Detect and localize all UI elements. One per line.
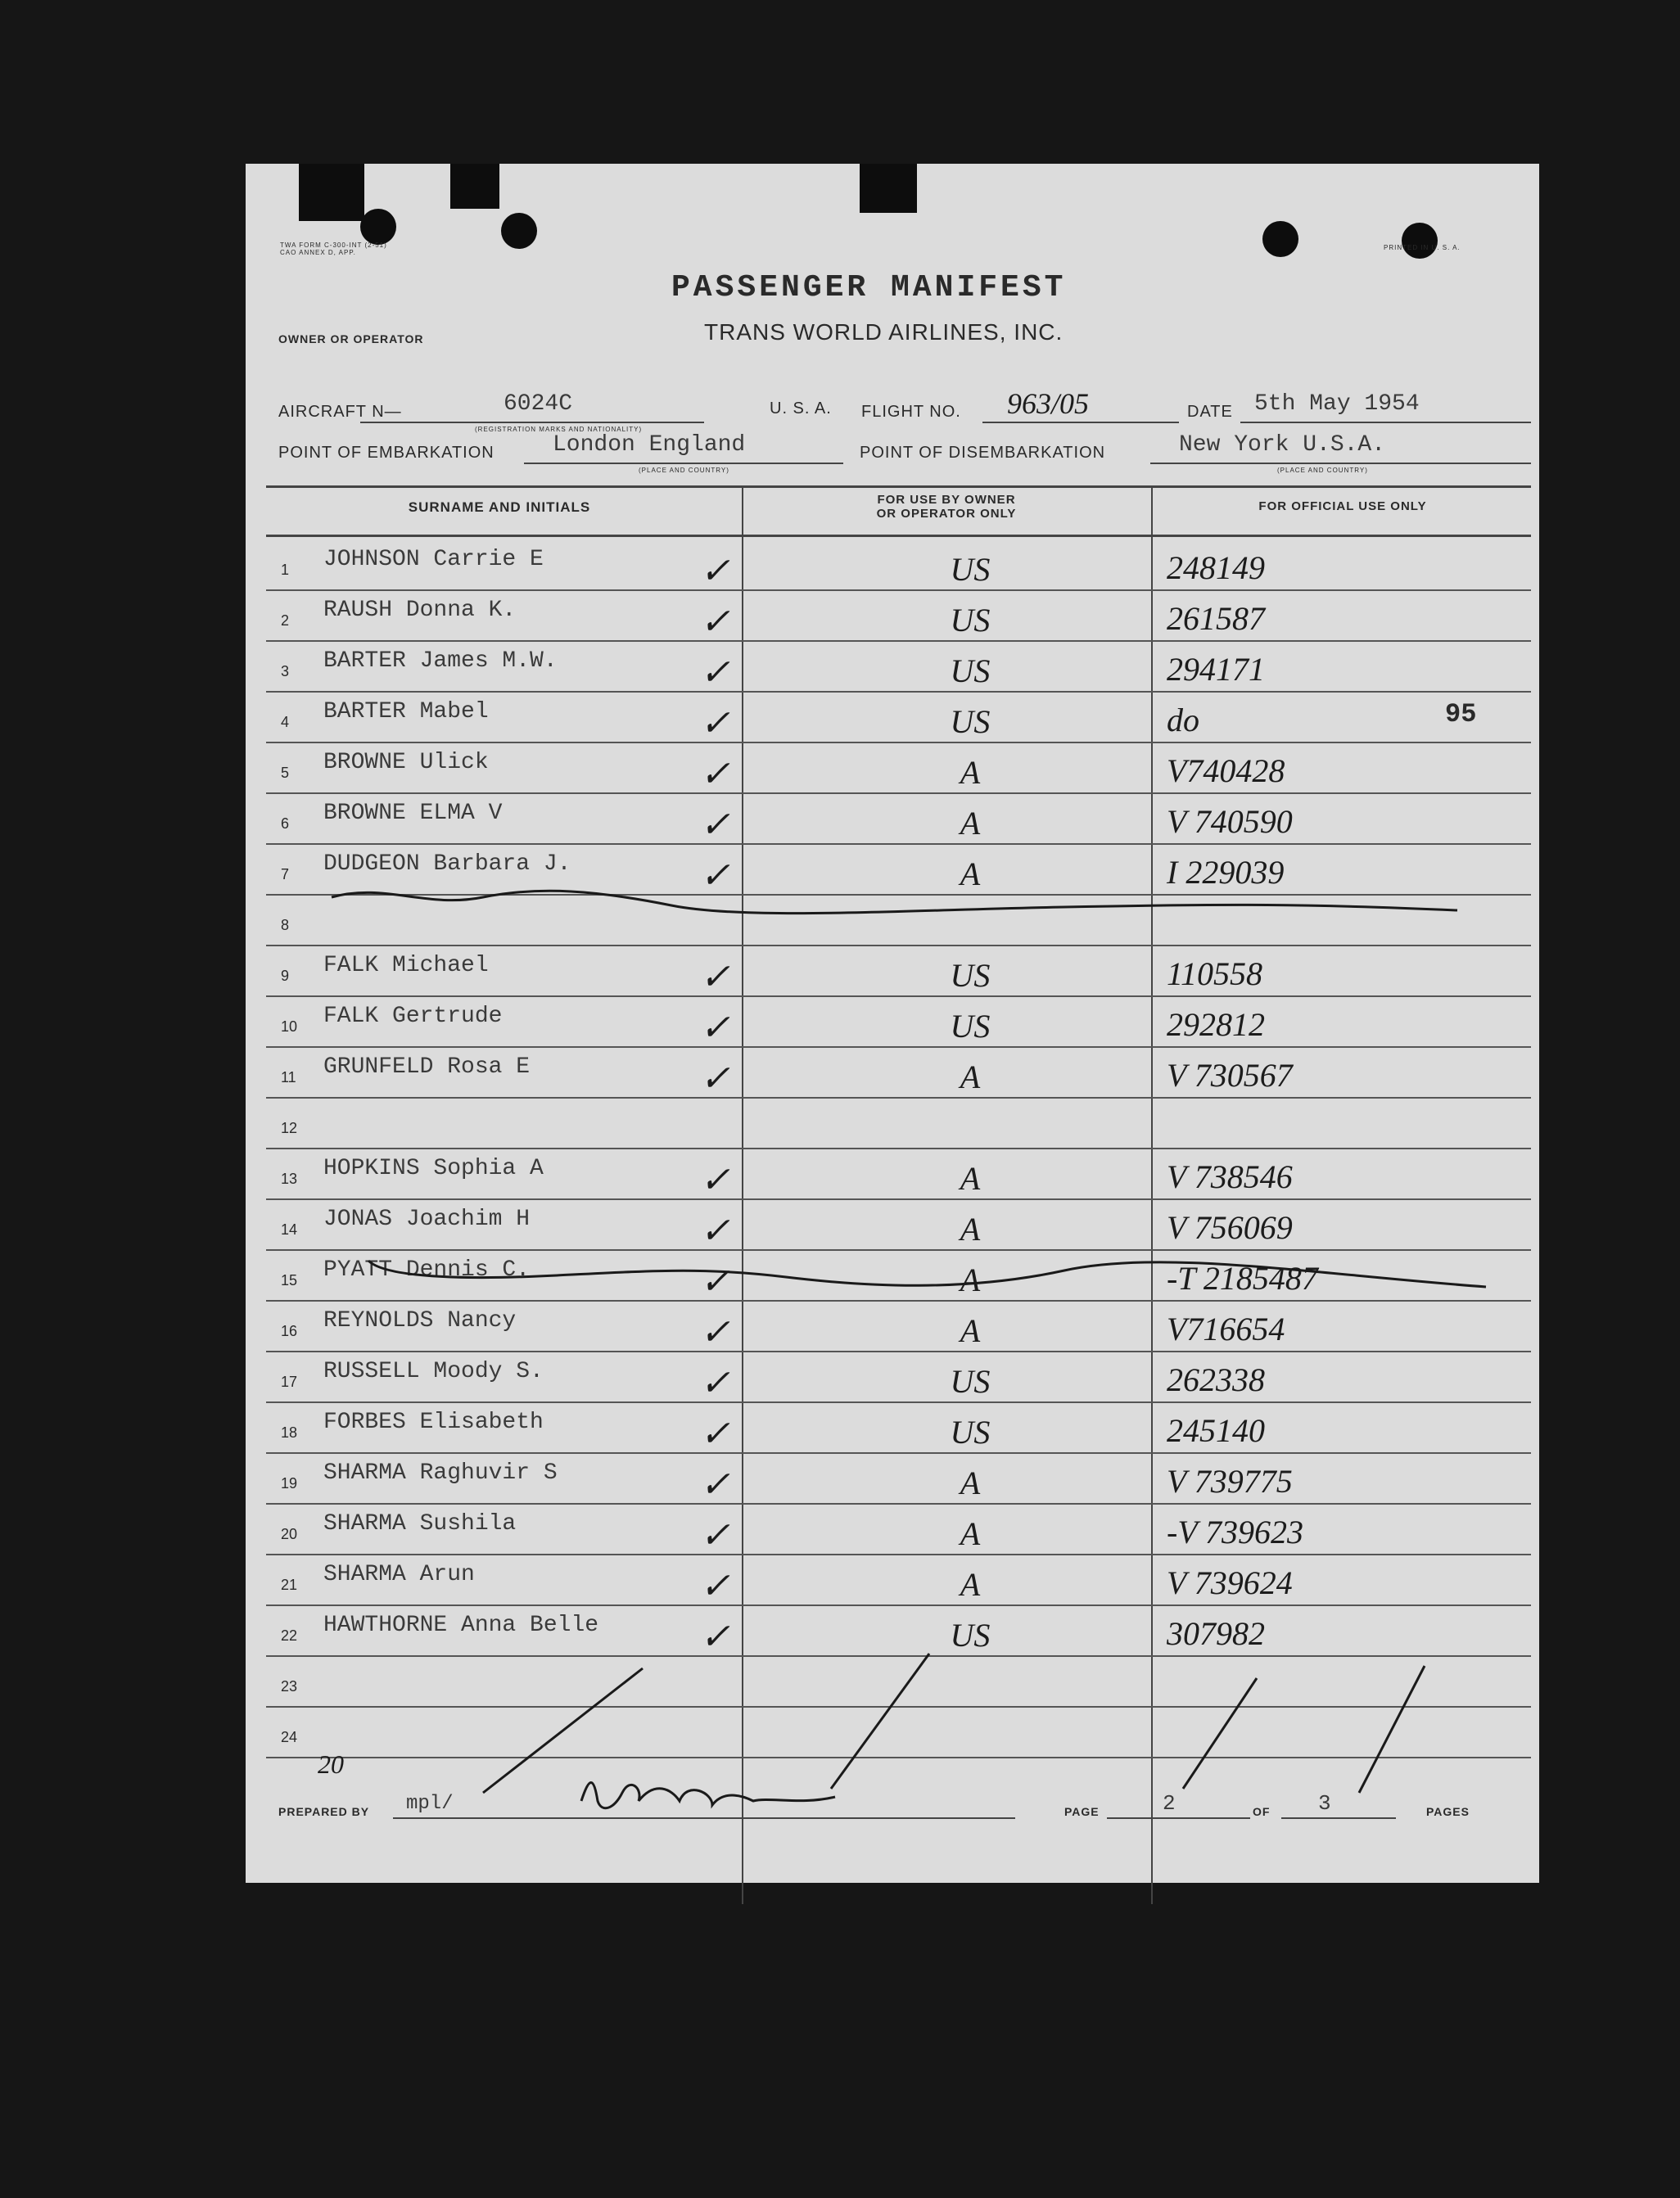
nationality-code: A: [960, 1312, 981, 1349]
row-number: 1: [281, 562, 290, 578]
row-number: 22: [281, 1627, 298, 1644]
prepared-by-label: PREPARED BY: [278, 1805, 370, 1818]
passenger-name: JONAS Joachim H: [323, 1207, 531, 1232]
date-value: 5th May 1954: [1254, 391, 1420, 417]
prepared-by-value: mpl/: [406, 1793, 454, 1815]
row-number: 5: [281, 765, 290, 781]
row-number: 8: [281, 917, 290, 933]
nationality-code: A: [960, 1211, 981, 1248]
check-mark-icon: ✓: [700, 957, 730, 997]
nationality-code: A: [960, 754, 981, 791]
nationality-code: A: [960, 805, 981, 842]
row-number: 20: [281, 1526, 298, 1542]
passport-number: V716654: [1167, 1311, 1285, 1347]
page-underline: [1107, 1817, 1250, 1819]
manifest-sheet: [246, 164, 1539, 1883]
passport-number: 110558: [1167, 955, 1263, 992]
row-number: 19: [281, 1475, 298, 1492]
passenger-name: RUSSELL Moody S.: [323, 1359, 544, 1384]
row-number: 14: [281, 1221, 298, 1238]
passenger-name: REYNOLDS Nancy: [323, 1308, 517, 1334]
nationality-code: US: [950, 652, 991, 689]
row-number: 3: [281, 663, 290, 679]
flight-label: FLIGHT NO.: [861, 403, 961, 421]
passport-number: 245140: [1167, 1412, 1265, 1449]
passport-number: 248149: [1167, 549, 1265, 586]
check-mark-icon: ✓: [700, 1363, 730, 1403]
total-underline: [1281, 1817, 1396, 1819]
nationality-code: A: [960, 1160, 981, 1197]
passport-number: 262338: [1167, 1361, 1265, 1398]
row-number: 18: [281, 1424, 298, 1441]
void-line-row-12: [368, 1261, 1486, 1287]
row-number: 21: [281, 1577, 298, 1593]
page-title: PASSENGER MANIFEST: [671, 270, 1067, 305]
row-number: 7: [281, 866, 290, 882]
check-mark-icon: ✓: [700, 652, 730, 693]
disembarkation-label: POINT OF DISEMBARKATION: [860, 444, 1106, 462]
passenger-name: HAWTHORNE Anna Belle: [323, 1613, 599, 1638]
passport-number: 292812: [1167, 1006, 1265, 1043]
page-label: PAGE: [1064, 1805, 1100, 1818]
check-mark-icon: ✓: [700, 551, 730, 591]
signature-scrawl: [581, 1783, 835, 1808]
passport-number: -T 2185487: [1167, 1260, 1318, 1297]
check-mark-icon: ✓: [700, 1008, 730, 1048]
check-mark-icon: ✓: [700, 1211, 730, 1251]
passenger-name: FALK Michael: [323, 953, 489, 978]
country-code: U. S. A.: [770, 399, 832, 417]
void-line-row-8: [332, 891, 1457, 913]
void-line-marks: [246, 164, 1539, 1883]
passenger-name: SHARMA Arun: [323, 1562, 475, 1587]
passenger-name: FALK Gertrude: [323, 1004, 503, 1029]
row-number: 24: [281, 1729, 298, 1745]
void-slash-col3b: [1359, 1666, 1425, 1793]
nationality-code: US: [950, 1617, 991, 1654]
passport-number: V 740590: [1167, 803, 1293, 840]
nationality-code: US: [950, 957, 991, 994]
aircraft-value: 6024C: [504, 391, 573, 417]
nationality-code: A: [960, 1058, 981, 1095]
passenger-name: PYATT Dennis C.: [323, 1257, 531, 1283]
check-mark-icon: ✓: [700, 855, 730, 896]
airline-name: TRANS WORLD AIRLINES, INC.: [704, 319, 1064, 345]
pages-label: PAGES: [1426, 1805, 1470, 1818]
check-mark-icon: ✓: [700, 1261, 730, 1302]
row-number: 10: [281, 1018, 298, 1035]
nationality-code: US: [950, 1008, 991, 1045]
disembarkation-value: New York U.S.A.: [1179, 432, 1386, 458]
row-number: 9: [281, 968, 290, 984]
passenger-name: BARTER James M.W.: [323, 648, 558, 674]
check-mark-icon: ✓: [700, 1414, 730, 1454]
nationality-code: US: [950, 551, 991, 588]
check-mark-icon: ✓: [700, 1058, 730, 1099]
check-mark-icon: ✓: [700, 703, 730, 743]
col-surname-header: SURNAME AND INITIALS: [408, 499, 591, 515]
passenger-name: FORBES Elisabeth: [323, 1410, 544, 1435]
nationality-code: US: [950, 602, 991, 639]
passenger-name: BARTER Mabel: [323, 699, 489, 724]
nationality-code: A: [960, 1566, 981, 1603]
check-mark-icon: ✓: [700, 1160, 730, 1200]
form-id: TWA FORM C-300-INT (2-51) CAO ANNEX D, APP.: [280, 241, 387, 256]
passenger-name: DUDGEON Barbara J.: [323, 851, 571, 877]
void-slash-col2: [831, 1654, 929, 1789]
page-number: 2: [1163, 1791, 1176, 1816]
nationality-code: A: [960, 855, 981, 892]
passport-number: V 738546: [1167, 1158, 1293, 1195]
nationality-code: US: [950, 1414, 991, 1451]
row-number: 17: [281, 1374, 298, 1390]
col-owner-header: FOR USE BY OWNER OR OPERATOR ONLY: [876, 493, 1017, 521]
check-mark-icon: ✓: [700, 1617, 730, 1657]
date-label: DATE: [1187, 403, 1233, 421]
passport-number: V 739775: [1167, 1463, 1293, 1500]
check-mark-icon: ✓: [700, 1465, 730, 1505]
passenger-name: SHARMA Sushila: [323, 1511, 517, 1537]
passenger-name: BROWNE ELMA V: [323, 801, 503, 826]
row-number: 13: [281, 1171, 298, 1187]
margin-note: 20: [318, 1749, 344, 1779]
page-total: 3: [1318, 1791, 1331, 1816]
printed-note: PRINTED IN U. S. A.: [1384, 244, 1461, 251]
passenger-name: JOHNSON Carrie E: [323, 547, 544, 572]
row-number: 4: [281, 714, 290, 730]
row-number: 23: [281, 1678, 298, 1695]
row-number: 2: [281, 612, 290, 629]
aircraft-caption: (REGISTRATION MARKS AND NATIONALITY): [475, 426, 643, 433]
passport-number: 261587: [1167, 600, 1265, 637]
check-mark-icon: ✓: [700, 805, 730, 845]
row-number: 11: [281, 1069, 296, 1085]
embarkation-caption: (PLACE AND COUNTRY): [639, 467, 729, 474]
passport-number: 307982: [1167, 1615, 1265, 1652]
passport-number: -V 739623: [1167, 1514, 1304, 1550]
nationality-code: US: [950, 1363, 991, 1400]
row-number: 15: [281, 1272, 298, 1289]
owner-label: OWNER OR OPERATOR: [278, 332, 424, 345]
passenger-name: SHARMA Raghuvir S: [323, 1460, 558, 1486]
passenger-name: BROWNE Ulick: [323, 750, 489, 775]
passport-number: 294171: [1167, 651, 1265, 688]
nationality-code: A: [960, 1261, 981, 1298]
passport-number: do: [1167, 702, 1199, 738]
void-slash-col3a: [1183, 1678, 1257, 1789]
void-slash-row-24: [483, 1668, 643, 1793]
col-official-header: FOR OFFICIAL USE ONLY: [1258, 499, 1427, 513]
passport-number: V 730567: [1167, 1057, 1293, 1094]
passport-number: V 756069: [1167, 1209, 1293, 1246]
row-number: 16: [281, 1323, 298, 1339]
aircraft-label: AIRCRAFT N—: [278, 403, 402, 421]
check-mark-icon: ✓: [700, 754, 730, 794]
disembarkation-caption: (PLACE AND COUNTRY): [1277, 467, 1368, 474]
check-mark-icon: ✓: [700, 1566, 730, 1606]
embarkation-label: POINT OF EMBARKATION: [278, 444, 495, 462]
passenger-name: HOPKINS Sophia A: [323, 1156, 544, 1181]
passenger-name: GRUNFELD Rosa E: [323, 1054, 531, 1080]
of-label: OF: [1253, 1805, 1271, 1818]
passenger-name: RAUSH Donna K.: [323, 598, 517, 623]
prepared-by-underline: [393, 1817, 1015, 1819]
nationality-code: A: [960, 1465, 981, 1501]
check-mark-icon: ✓: [700, 602, 730, 642]
row-number: 12: [281, 1120, 298, 1136]
embarkation-value: London England: [553, 432, 746, 458]
nationality-code: A: [960, 1515, 981, 1552]
passport-number: V740428: [1167, 752, 1285, 789]
flight-value: 963/05: [1007, 387, 1090, 420]
passport-number: I 229039: [1167, 854, 1285, 891]
passport-number: V 739624: [1167, 1564, 1293, 1601]
official-extra: 95: [1445, 699, 1477, 729]
check-mark-icon: ✓: [700, 1515, 730, 1555]
check-mark-icon: ✓: [700, 1312, 730, 1352]
row-number: 6: [281, 815, 290, 832]
nationality-code: US: [950, 703, 991, 740]
